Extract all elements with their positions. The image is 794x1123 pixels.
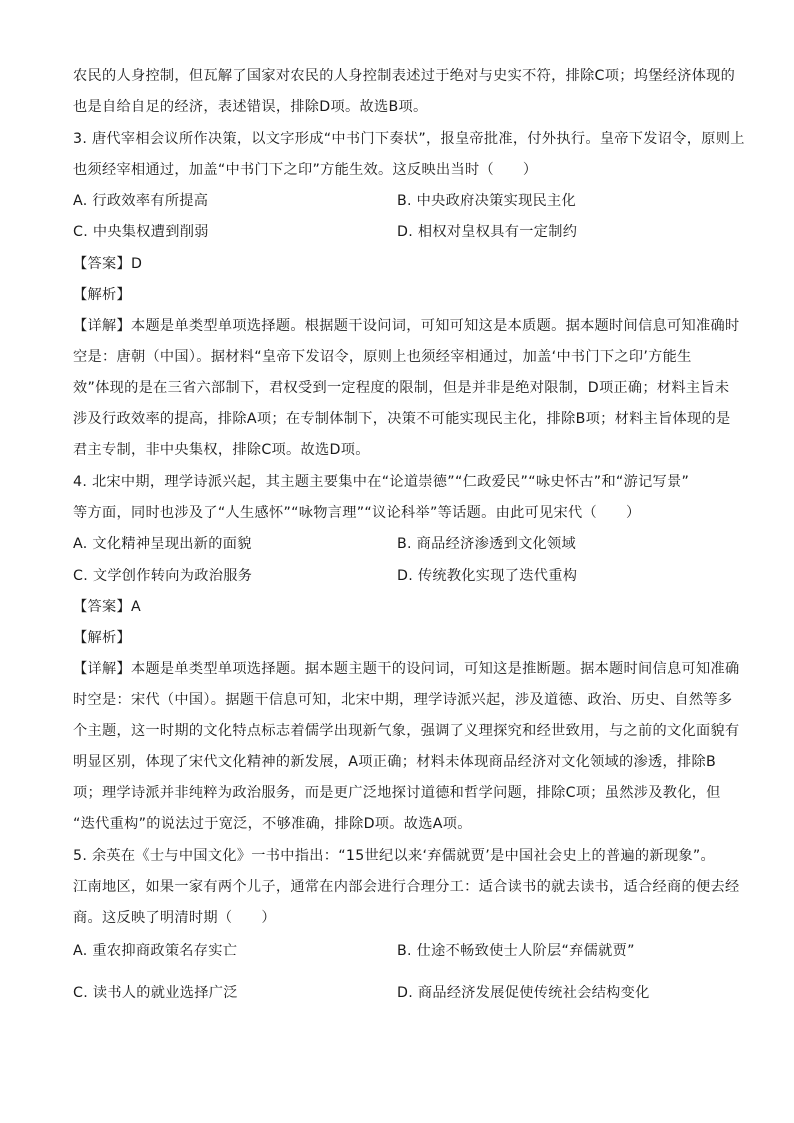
paragraph-line: 也是自给自足的经济，表述错误，排除D项。故选B项。: [73, 99, 428, 115]
analysis-label-4: 【解析】: [73, 630, 131, 646]
answer-label-4: 【答案】A: [73, 599, 141, 615]
explanation-3: 君主专制，非中央集权，排除C项。故选D项。: [73, 442, 370, 458]
explanation-3: 效”体现的是在三省六部制下，君权受到一定程度的限制，但是并非是绝对限制，D项正确；材料主旨未: [73, 380, 730, 396]
question-5-stem: 江南地区，如果一家有两个儿子，通常在内部会进行合理分工：适合读书的就去读书，适合经商的便去经: [73, 879, 740, 895]
explanation-4: 时空是：宋代（中国）。据题干信息可知，北宋中期，理学诗派兴起，涉及道德、政治、历史、自然等多: [73, 692, 733, 708]
question-4-option-c: C. 文学创作转向为政治服务: [73, 568, 253, 584]
question-4-option-b: B. 商品经济渗透到文化领域: [397, 536, 577, 552]
explanation-4: 【详解】本题是单类型单项选择题。据本题主题干的设问词，可知这是推断题。据本题时间信息可知准确: [73, 661, 740, 677]
question-4-stem: 4. 北宋中期，理学诗派兴起，其主题主要集中在“论道崇德”“仁政爱民”“咏史怀古”和“游记写景”: [73, 474, 690, 490]
question-5-option-d: D. 商品经济发展促使传统社会结构变化: [397, 985, 650, 1001]
question-5-option-b: B. 仕途不畅致使士人阶层“弃儒就贾”: [397, 943, 635, 959]
question-3-stem: 3. 唐代宰相会议所作决策，以文字形成“中书门下奏状”，报皇帝批准，付外执行。皇帝下发诏令，原则上: [73, 131, 745, 147]
explanation-4: 明显区别，体现了宋代文化精神的新发展，A项正确；材料未体现商品经济对文化领域的渗透，排除B: [73, 754, 717, 770]
explanation-4: 项；理学诗派并非纯粹为政治服务，而是更广泛地探讨道德和哲学问题，排除C项；虽然涉及教化，但: [73, 785, 721, 801]
explanation-4: “迭代重构”的说法过于宽泛，不够准确，排除D项。故选A项。: [73, 816, 472, 832]
explanation-3: 【详解】本题是单类型单项选择题。根据题干设问词，可知可知这是本质题。据本题时间信息可知准确时: [73, 318, 740, 334]
question-5-option-c: C. 读书人的就业选择广泛: [73, 985, 238, 1001]
question-3-option-d: D. 相权对皇权具有一定制约: [397, 224, 578, 240]
question-3-stem: 也须经宰相通过，加盖“中书门下之印”方能生效。这反映出当时（ ）: [73, 162, 538, 178]
question-5-option-a: A. 重农抑商政策名存实亡: [73, 943, 238, 959]
explanation-3: 空是：唐朝（中国）。据材料“皇帝下发诏令，原则上也须经宰相通过，加盖‘中书门下之印’方能生: [73, 349, 692, 365]
question-4-option-d: D. 传统教化实现了迭代重构: [397, 568, 578, 584]
question-3-option-a: A. 行政效率有所提高: [73, 193, 209, 209]
analysis-label-3: 【解析】: [73, 287, 131, 303]
question-5-stem: 5. 余英在《士与中国文化》一书中指出：“15世纪以来‘弃儒就贾’是中国社会史上的普遍的新现象”。: [73, 848, 716, 864]
question-4-stem: 等方面，同时也涉及了“人生感怀”“咏物言理”“议论科举”等话题。由此可见宋代（ ）: [73, 505, 641, 521]
question-3-option-c: C. 中央集权遭到削弱: [73, 224, 209, 240]
paragraph-line: 农民的人身控制，但瓦解了国家对农民的人身控制表述过于绝对与史实不符，排除C项；坞堡经济体现的: [73, 68, 736, 84]
explanation-4: 个主题，这一时期的文化特点标志着儒学出现新气象，强调了义理探究和经世致用，与之前的文化面貌有: [73, 723, 740, 739]
answer-label-3: 【答案】D: [73, 256, 143, 272]
explanation-3: 涉及行政效率的提高，排除A项；在专制体制下，决策不可能实现民主化，排除B项；材料主旨体现的是: [73, 411, 731, 427]
question-3-option-b: B. 中央政府决策实现民主化: [397, 193, 577, 209]
question-5-stem: 商。这反映了明清时期（ ）: [73, 910, 276, 926]
question-4-option-a: A. 文化精神呈现出新的面貌: [73, 536, 252, 552]
